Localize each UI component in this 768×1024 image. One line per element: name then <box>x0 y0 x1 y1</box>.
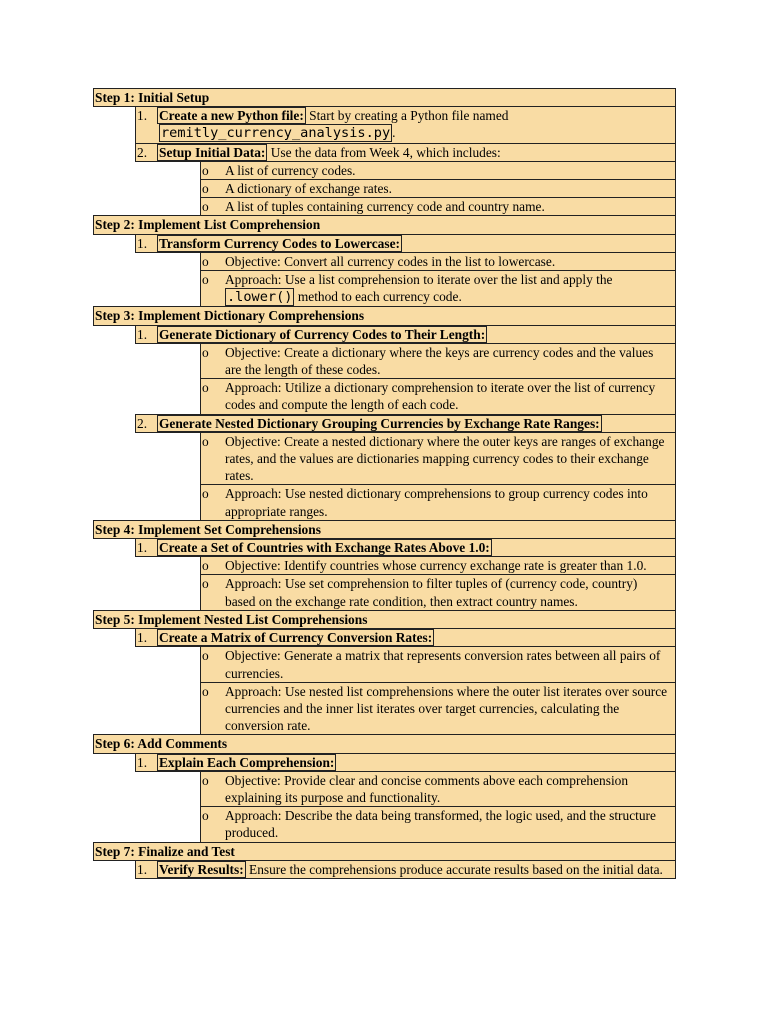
item-text: Ensure the comprehensions produce accurate results based on the initial data. <box>245 861 663 877</box>
item-text: Start by creating a Python file named <box>305 108 509 124</box>
numbered-item <box>135 860 676 879</box>
numbered-item <box>135 628 676 647</box>
step-heading: Step 4: Implement Set Comprehensions <box>93 520 676 539</box>
item-number: 1. <box>137 754 148 770</box>
numbered-item <box>135 143 676 162</box>
bullet-text: Objective: Convert all currency codes in the list to lowercase. <box>225 253 556 269</box>
step-heading: Step 5: Implement Nested List Comprehensions <box>93 610 676 629</box>
item-number: 1. <box>137 861 148 877</box>
item-text: Use the data from Week 4, which includes: <box>267 144 501 160</box>
bullet-item <box>200 270 676 307</box>
bullet-item <box>200 378 676 414</box>
bullet-marker: o <box>202 648 209 664</box>
bullet-marker: o <box>202 772 209 788</box>
bullet-text-after: method to each currency code. <box>294 289 462 305</box>
bullet-marker: o <box>202 380 209 396</box>
item-label: Transform Currency Codes to Lowercase: <box>159 235 400 251</box>
bullet-text: Objective: Create a nested dictionary where the outer keys are ranges of exchange rates, and the values are dictionaries mapping currency codes to their exchange rates. <box>225 433 665 484</box>
bullet-text: Approach: Use nested dictionary comprehensions to group currency codes into appropriate ranges. <box>225 486 648 519</box>
bullet-item <box>200 574 676 610</box>
item-label: Create a Set of Countries with Exchange Rates Above 1.0: <box>159 540 490 556</box>
bullet-marker: o <box>202 576 209 592</box>
bullet-item <box>200 806 676 842</box>
bullet-text: Objective: Provide clear and concise comments above each comprehension explaining its purpose and functionality. <box>225 772 629 805</box>
bullet-text: A dictionary of exchange rates. <box>225 181 392 197</box>
bullet-text: Objective: Generate a matrix that represents conversion rates between all pairs of currencies. <box>225 648 661 681</box>
item-label: Setup Initial Data: <box>159 144 266 160</box>
bullet-marker: o <box>202 272 209 288</box>
bullet-text: Approach: Use a list comprehension to iterate over the list and apply the <box>225 272 613 288</box>
bullet-item <box>200 432 676 486</box>
bullet-text: Objective: Identify countries whose currency exchange rate is greater than 1.0. <box>225 558 647 574</box>
item-label: Verify Results: <box>159 861 244 877</box>
inline-code: remitly_currency_analysis.py <box>161 125 391 142</box>
bullet-item <box>200 161 676 180</box>
item-label: Explain Each Comprehension: <box>159 754 335 770</box>
bullet-marker: o <box>202 199 209 215</box>
bullet-text: Approach: Use set comprehension to filter tuples of (currency code, country) based on the exchange rate condition, then extract country names. <box>225 576 638 609</box>
numbered-item <box>135 106 676 143</box>
inline-code: .lower() <box>227 289 293 306</box>
bullet-item <box>200 252 676 271</box>
bullet-marker: o <box>202 162 209 178</box>
instructions-document <box>93 88 676 879</box>
bullet-marker: o <box>202 181 209 197</box>
bullet-marker: o <box>202 433 209 449</box>
numbered-item <box>135 538 676 557</box>
item-number: 1. <box>137 540 148 556</box>
item-number: 1. <box>137 235 148 251</box>
bullet-text: Approach: Use nested list comprehensions where the outer list iterates over source currencies and the inner list iterates over target currencies, calculating the conversion rate. <box>225 683 668 734</box>
item-label: Create a new Python file: <box>159 108 304 124</box>
item-label: Generate Dictionary of Currency Codes to Their Length: <box>159 326 486 342</box>
step-heading: Step 1: Initial Setup <box>93 88 676 107</box>
item-label: Create a Matrix of Currency Conversion Rates: <box>159 630 433 646</box>
bullet-text: Objective: Create a dictionary where the keys are currency codes and the values are the length of these codes. <box>225 344 654 378</box>
numbered-item <box>135 234 676 253</box>
item-number: 2. <box>137 415 148 431</box>
item-number: 1. <box>137 108 148 124</box>
item-number: 1. <box>137 326 148 342</box>
bullet-text: Approach: Describe the data being transformed, the logic used, and the structure produced. <box>225 808 656 841</box>
bullet-item <box>200 179 676 198</box>
step-heading: Step 6: Add Comments <box>93 734 676 753</box>
bullet-item <box>200 343 676 379</box>
bullet-text: A list of currency codes. <box>225 162 356 178</box>
bullet-marker: o <box>202 253 209 269</box>
bullet-marker: o <box>202 344 209 360</box>
bullet-item <box>200 197 676 216</box>
bullet-item <box>200 771 676 807</box>
bullet-item <box>200 646 676 682</box>
step-heading: Step 3: Implement Dictionary Comprehensions <box>93 306 676 325</box>
item-number: 1. <box>137 630 148 646</box>
bullet-marker: o <box>202 486 209 502</box>
step-heading: Step 2: Implement List Comprehension <box>93 215 676 234</box>
bullet-text: A list of tuples containing currency code and country name. <box>225 199 545 215</box>
step-heading: Step 7: Finalize and Test <box>93 842 676 861</box>
item-number: 2. <box>137 144 148 160</box>
bullet-text: Approach: Utilize a dictionary comprehension to iterate over the list of currency codes and compute the length of each code. <box>225 380 656 413</box>
bullet-marker: o <box>202 558 209 574</box>
bullet-item <box>200 682 676 736</box>
item-label: Generate Nested Dictionary Grouping Currencies by Exchange Rate Ranges: <box>159 415 600 431</box>
bullet-marker: o <box>202 808 209 824</box>
item-text-after: . <box>392 125 396 141</box>
bullet-marker: o <box>202 683 209 699</box>
numbered-item <box>135 414 676 433</box>
bullet-item <box>200 556 676 575</box>
numbered-item <box>135 753 676 772</box>
numbered-item <box>135 325 676 344</box>
bullet-item <box>200 484 676 520</box>
